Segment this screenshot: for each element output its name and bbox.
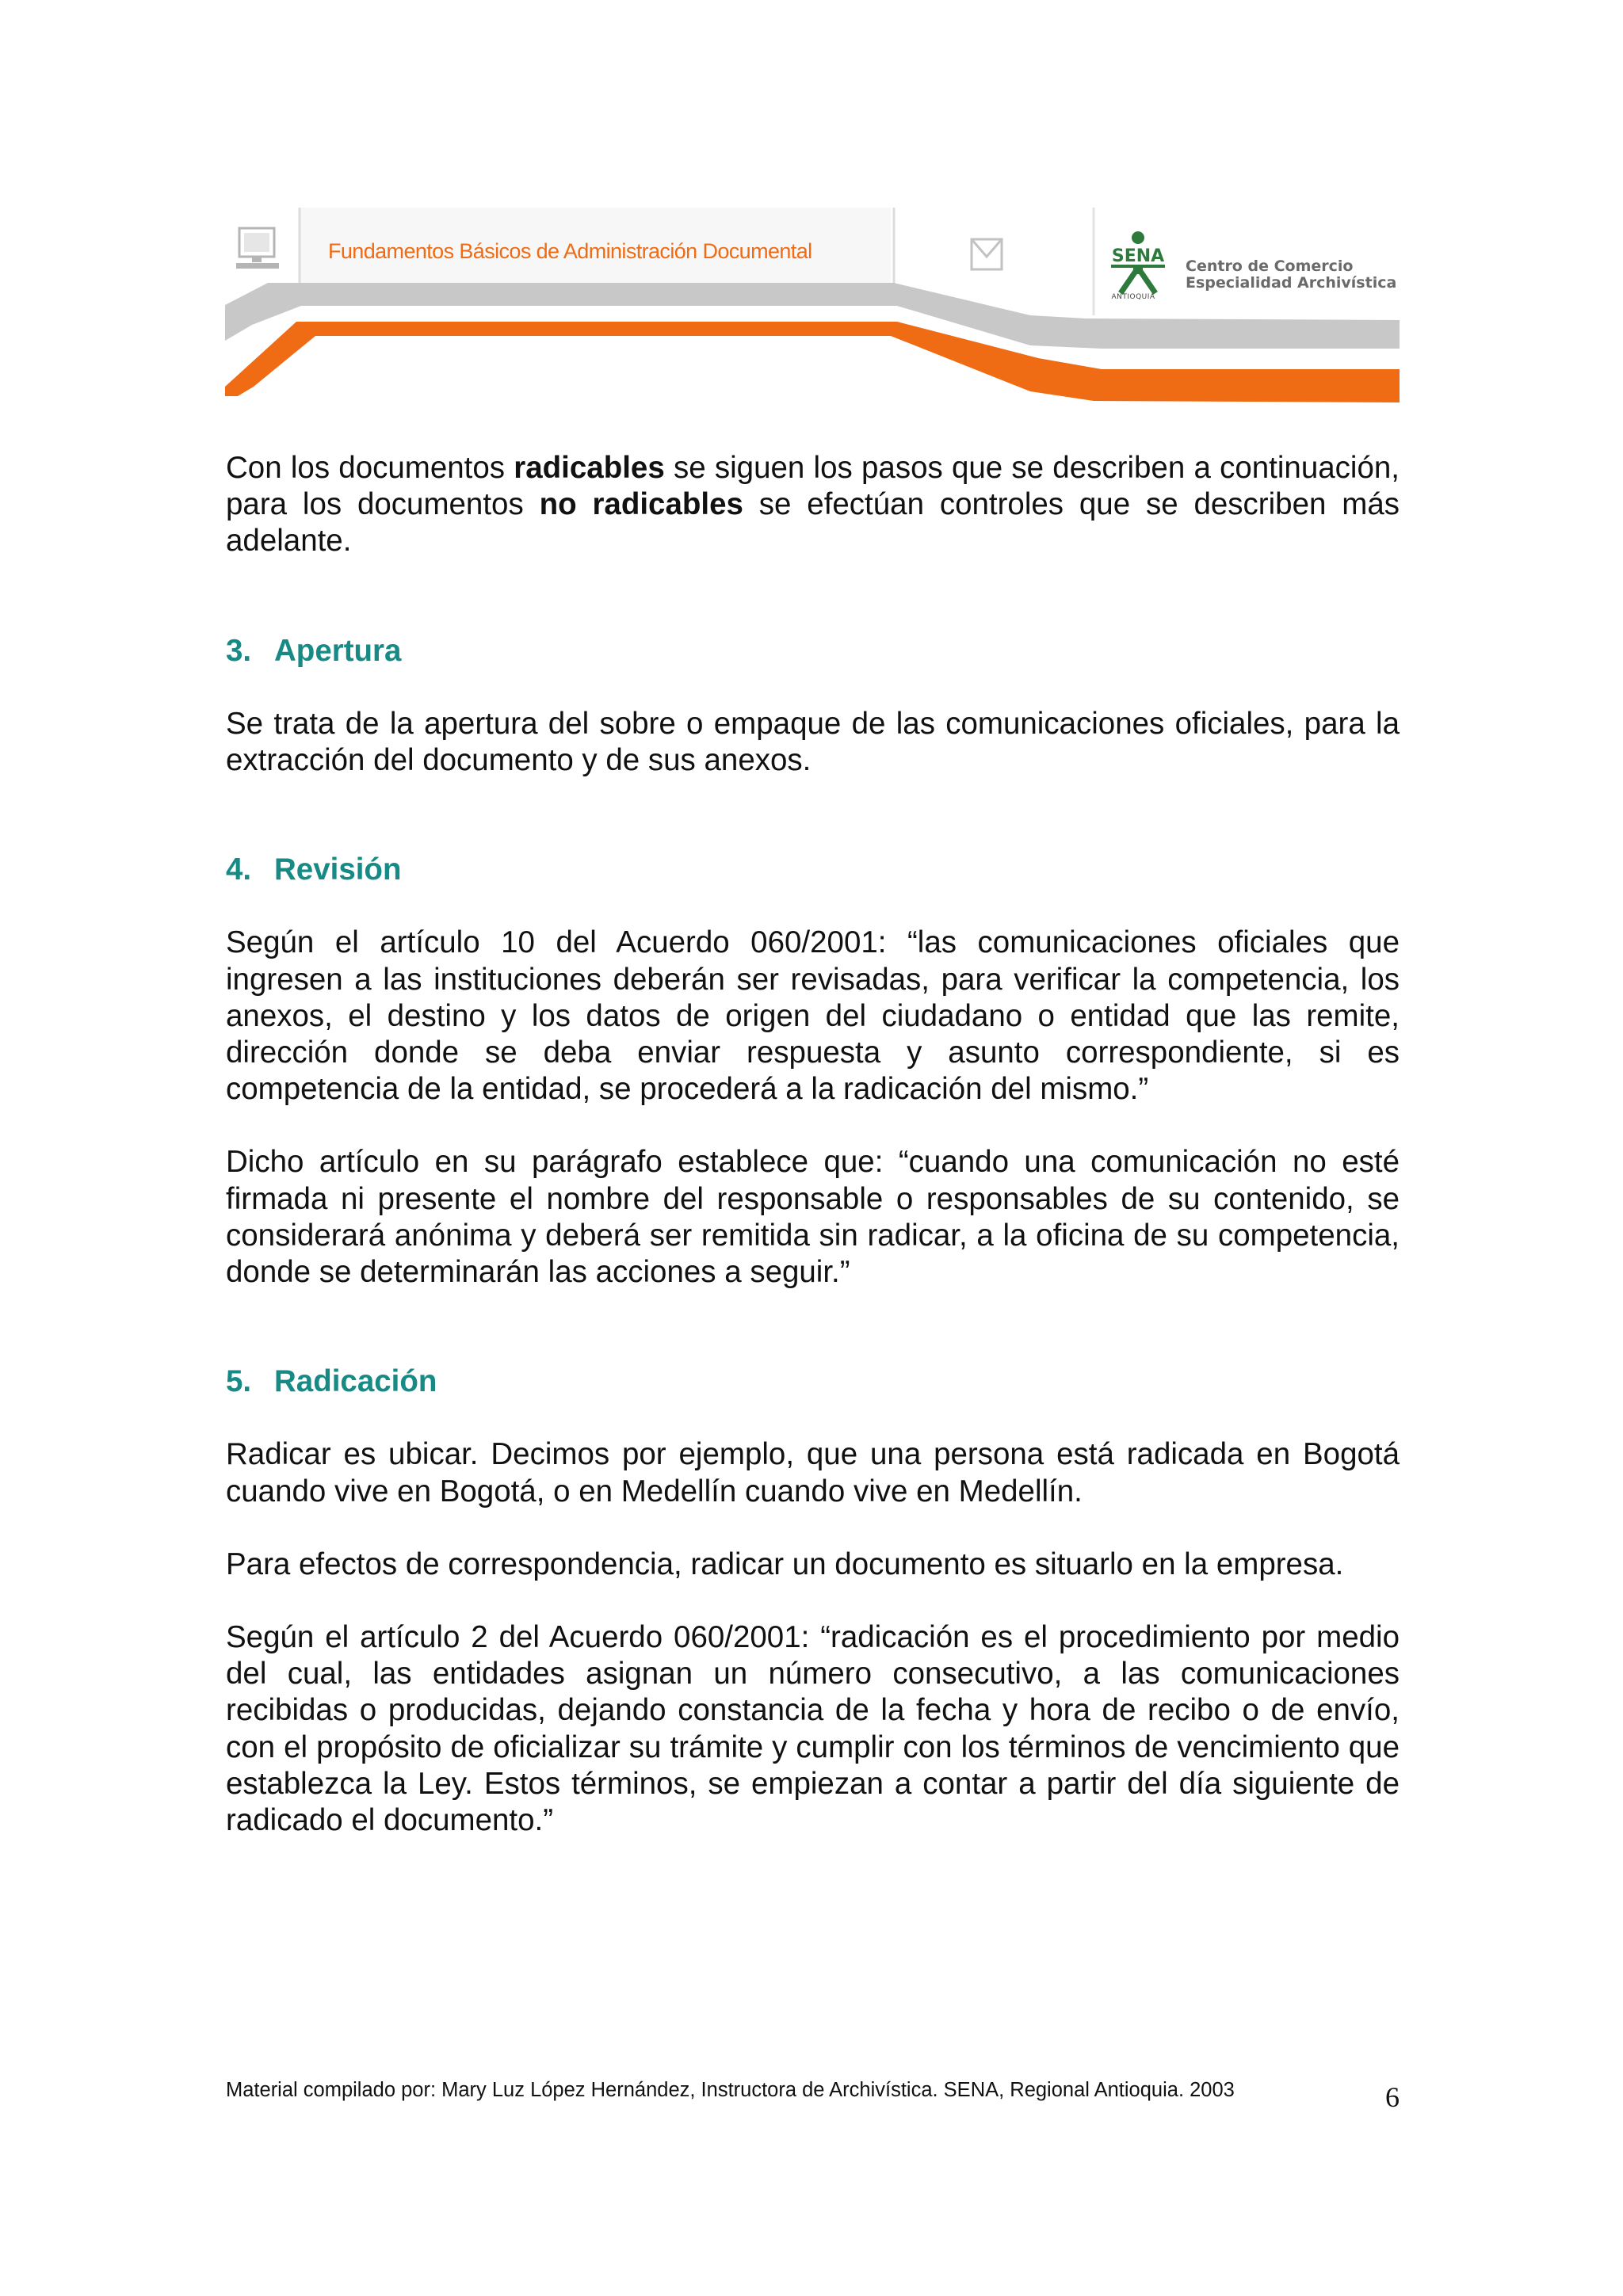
- center-line-2: Especialidad Archivística: [1186, 274, 1397, 292]
- section-heading-revision: 4. Revisión: [226, 852, 402, 887]
- paragraph: Según el artículo 2 del Acuerdo 060/2001: “radicación es el procedimiento por medio del cual, las entidades asignan un número consecutivo, a las comunicaciones recibidas o producidas, dejando constancia de la fecha y hora de recibo o de envío, con el propósito de oficializar su trámite y cumplir con los términos de vencimiento que establezca la Ley. Estos términos, se empiezan a contar a partir del día siguiente de radicado el documento.”: [226, 1620, 1400, 1838]
- center-name: [1186, 258, 1396, 292]
- main-content: [226, 450, 1400, 1839]
- center-line-1: Centro de Comercio: [1186, 257, 1354, 275]
- section-heading-apertura: 3. Apertura: [226, 633, 402, 668]
- paragraph: Para efectos de correspondencia, radicar un documento es situarlo en la empresa.: [226, 1547, 1344, 1581]
- paragraph: Dicho artículo en su parágrafo establece que: “cuando una comunicación no esté firmada ni presente el nombre del responsable o responsables de su contenido, se considerará anónima y deberá ser remitida sin radicar, a la oficina de su competencia, donde se determinarán las acciones a seguir.”: [226, 1145, 1400, 1290]
- paragraph: Según el artículo 10 del Acuerdo 060/2001: “las comunicaciones oficiales que ingresen a las instituciones deberán ser revisadas, para verificar la competencia, los anexos, el destino y los datos de origen del ciudadano o entidad que las remite, dirección donde se deba enviar respuesta y asunto correspondiente, si es competencia de la entidad, se procederá a la radicación del mismo.”: [226, 925, 1400, 1107]
- sena-logo-icon: [1103, 230, 1173, 303]
- section-heading-radicacion: 5. Radicación: [226, 1364, 437, 1399]
- computer-icon: [236, 227, 279, 271]
- bold-no-radicables: no radicables: [539, 487, 743, 522]
- svg-text:SENA: SENA: [1111, 246, 1165, 266]
- paragraph: Radicar es ubicar. Decimos por ejemplo, que una persona está radicada en Bogotá cuando vive en Bogotá, o en Medellín cuando vive en Medellín.: [226, 1437, 1400, 1508]
- bold-radicables: radicables: [514, 451, 665, 485]
- intro-paragraph: Con los documentos radicables se siguen los pasos que se describen a continuación, para los documentos no radicables se efectúan controles que se describen más adelante.: [226, 451, 1400, 559]
- sena-region: ANTIOQUIA: [1111, 293, 1155, 301]
- footer-credit: Material compilado por: Mary Luz López Hernández, Instructora de Archivística. SENA, Regional Antioquia. 2003: [226, 2079, 1235, 2101]
- page-number: 6: [1385, 2081, 1400, 2113]
- header-title: Fundamentos Básicos de Administración Documental: [328, 239, 812, 263]
- mail-icon: [970, 238, 1003, 271]
- paragraph: Se trata de la apertura del sobre o empaque de las comunicaciones oficiales, para la extracción del documento y de sus anexos.: [226, 706, 1400, 778]
- header-banner: [225, 204, 1400, 407]
